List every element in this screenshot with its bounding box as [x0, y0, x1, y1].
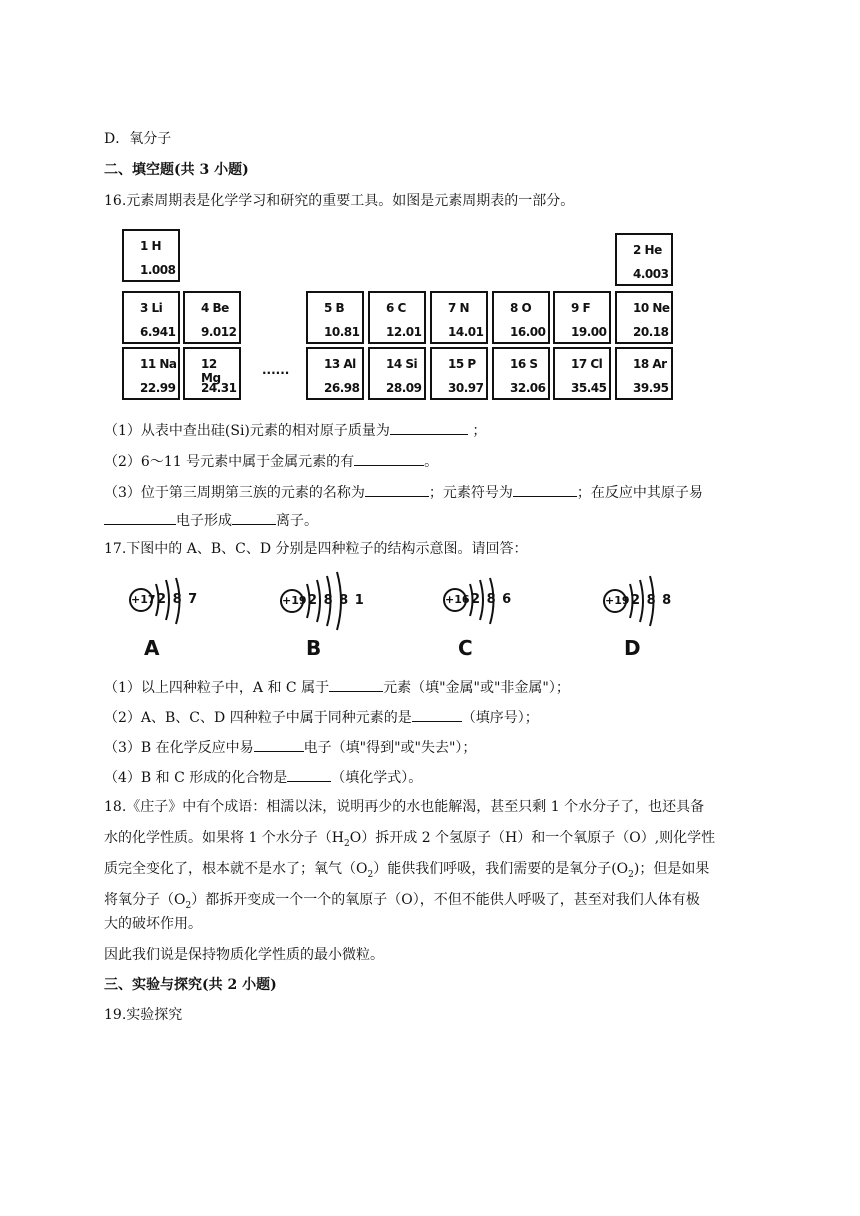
cell-na: [122, 347, 180, 400]
cell-ar: [615, 347, 673, 400]
atom-shells-icon: [128, 568, 228, 668]
diagram-label: B: [306, 636, 322, 660]
cell-f: [553, 291, 611, 344]
cell-si: [368, 347, 426, 400]
symbol: 14 Si: [386, 357, 418, 371]
atom-shells-icon: [442, 568, 542, 668]
symbol: 13 Al: [324, 357, 356, 371]
cell-he: [615, 233, 673, 286]
symbol: 1 H: [140, 239, 162, 253]
atomic-mass: 6.941: [140, 325, 176, 339]
symbol: 17 Cl: [571, 357, 603, 371]
symbol: 2 He: [633, 243, 662, 257]
atomic-mass: 19.00: [571, 325, 607, 339]
atomic-mass: 9.012: [201, 325, 237, 339]
atomic-mass: 32.06: [510, 381, 546, 395]
cell-b: [306, 291, 364, 344]
symbol: 6 C: [386, 301, 406, 315]
atomic-mass: 12.01: [386, 325, 422, 339]
answer-blank[interactable]: [412, 707, 462, 722]
q19-stem: 19.实验探究: [104, 1007, 183, 1023]
q16-part-2: （2）6～11 号元素中属于金属元素的有 。: [104, 451, 438, 472]
q18-line-6: 因此我们说是保持物质化学性质的最小微粒。: [104, 947, 384, 963]
diagram-label: D: [624, 636, 641, 660]
atomic-mass: 14.01: [448, 325, 484, 339]
q16-part-1: （1）从表中查出硅(Si)元素的相对原子质量为 ；: [104, 420, 486, 441]
cell-al: [306, 347, 364, 400]
q18-line-1: 18.《庄子》中有个成语：相濡以沫，说明再少的水也能解渴，甚至只剩 1 个水分子了，也还具备: [104, 799, 705, 815]
cell-p: [430, 347, 488, 400]
cell-li: [122, 291, 180, 344]
cell-o: [492, 291, 550, 344]
electron-shells: 2 8 6: [471, 592, 513, 607]
nucleus-charge: +17: [131, 593, 156, 606]
q18-line-3: 质完全变化了，根本就不是水了；氧气$(O_2)$能供我们呼吸，我们需要的是氧分子$(O_2)$；但是如果: [104, 861, 710, 880]
q17-part-2: （2）A、B、C、D 四种粒子中属于同种元素的是 （填序号）；: [104, 707, 539, 728]
symbol: 9 F: [571, 301, 591, 315]
nucleus-charge: +19: [605, 594, 630, 607]
atomic-mass: 10.81: [324, 325, 360, 339]
table-ellipsis: ......: [262, 363, 290, 377]
atom-diagram-d: [602, 568, 702, 668]
atom-shells-icon: [279, 568, 379, 668]
cell-ne: [615, 291, 673, 344]
symbol: 16 S: [510, 357, 538, 371]
atom-shells-icon: [602, 568, 702, 668]
atomic-mass: 20.18: [633, 325, 669, 339]
section-3-title: 三、实验与探究(共 2 小题): [104, 977, 277, 993]
cell-h: [122, 229, 180, 282]
symbol: 7 N: [448, 301, 470, 315]
q16-stem: 16.元素周期表是化学学习和研究的重要工具。如图是元素周期表的一部分。: [104, 193, 575, 209]
answer-blank[interactable]: [354, 451, 424, 466]
q17-part-3: （3）B 在化学反应中易 电子（填"得到"或"失去"）；: [104, 737, 476, 758]
nucleus-charge: +19: [282, 594, 307, 607]
symbol: 18 Ar: [633, 357, 667, 371]
answer-blank[interactable]: [104, 510, 176, 525]
cell-c: [368, 291, 426, 344]
electron-shells: 2 8 7: [157, 592, 199, 607]
nucleus-charge: +16: [445, 593, 470, 606]
q16-part-3-cont: 电子形成 离子。: [104, 510, 318, 531]
q17-part-1: （1）以上四种粒子中，A 和 C 属于 元素（填"金属"或"非金属"）；: [104, 677, 570, 698]
electron-shells: 2 8 8: [631, 593, 673, 608]
periodic-table: [122, 229, 675, 404]
q18-line-2: 水的化学性质。如果将 1 个水分子$(H_2O)$拆开成 2 个氢原子（H）和一个氧原子（O）,则化学性: [104, 830, 716, 849]
symbol: 3 Li: [140, 301, 163, 315]
answer-blank[interactable]: [287, 767, 331, 782]
atomic-mass: 35.45: [571, 381, 607, 395]
atomic-mass: 4.003: [633, 267, 669, 281]
q18-line-4: 将氧分子$(O_2)$都拆开变成一个一个的氧原子（O），不但不能供人呼吸了，甚至对我们人体有极: [104, 892, 700, 911]
answer-blank[interactable]: [513, 482, 577, 497]
answer-blank[interactable]: [365, 482, 429, 497]
q18-line-5: 大的破坏作用。: [104, 916, 202, 932]
cell-mg: [183, 347, 241, 400]
q17-stem: 17.下图中的 A、B、C、D 分别是四种粒子的结构示意图。请回答：: [104, 541, 528, 557]
diagram-label: A: [144, 636, 160, 660]
atom-diagram-c: [442, 568, 542, 668]
atom-diagram-b: [279, 568, 379, 668]
symbol: 11 Na: [140, 357, 177, 371]
cell-n: [430, 291, 488, 344]
atomic-mass: 16.00: [510, 325, 546, 339]
symbol: 8 O: [510, 301, 532, 315]
answer-blank[interactable]: [254, 737, 304, 752]
q16-part-3: （3）位于第三周期第三族的元素的名称为 ；元素符号为 ；在反应中其原子易: [104, 482, 703, 503]
atomic-mass: 22.99: [140, 381, 176, 395]
answer-blank[interactable]: [329, 677, 383, 692]
answer-blank[interactable]: [232, 510, 276, 525]
symbol: 10 Ne: [633, 301, 670, 315]
atomic-mass: 26.98: [324, 381, 360, 395]
symbol: 5 B: [324, 301, 345, 315]
symbol: 15 P: [448, 357, 476, 371]
answer-blank[interactable]: [390, 420, 468, 435]
option-d: D．氧分子: [104, 131, 172, 147]
cell-be: [183, 291, 241, 344]
section-2-title: 二、填空题(共 3 小题): [104, 162, 249, 178]
atom-diagram-a: [128, 568, 228, 668]
atomic-mass: 1.008: [140, 263, 176, 277]
atomic-mass: 30.97: [448, 381, 484, 395]
electron-shells: 2 8 8 1: [308, 593, 365, 608]
symbol: 4 Be: [201, 301, 229, 315]
cell-s: [492, 347, 550, 400]
cell-cl: [553, 347, 611, 400]
atomic-mass: 39.95: [633, 381, 669, 395]
diagram-label: C: [458, 636, 473, 660]
atomic-mass: 24.31: [201, 381, 237, 395]
atomic-mass: 28.09: [386, 381, 422, 395]
q17-part-4: （4）B 和 C 形成的化合物是 （填化学式）。: [104, 767, 422, 788]
symbol: 12 Mg: [201, 357, 221, 385]
